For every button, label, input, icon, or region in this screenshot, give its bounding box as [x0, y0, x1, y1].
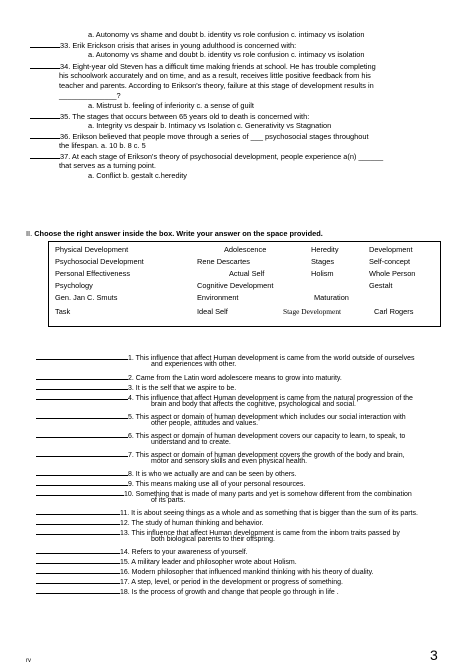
answer-blank[interactable]: [36, 517, 120, 525]
choice-word: Rene Descartes: [197, 257, 250, 266]
choice-word: Gestalt: [369, 281, 393, 290]
choice-word: Holism: [311, 269, 334, 278]
answer-blank[interactable]: [36, 430, 128, 438]
answer-blank[interactable]: [36, 382, 128, 390]
choice-word: Self-concept: [369, 257, 411, 266]
part2-line-q18: [36, 586, 339, 598]
line-text: that serves as a turning point.: [59, 161, 156, 170]
answer-blank[interactable]: [36, 372, 128, 380]
line-text: 16. Modern philosopher that influenced mankind thinking with his theory of duality.: [120, 569, 374, 576]
choice-word: Task: [55, 307, 71, 316]
choice-word: Actual Self: [229, 269, 265, 278]
line-text: 37. At each stage of Erikson's theory of psychosocial development, people experience a(n) ______: [60, 152, 384, 161]
line-text: 34. Eight-year old Steven has a difficult time making friends at school. He has trouble completing: [60, 62, 376, 71]
line-text: 14. Refers to your awareness of yourself.: [120, 549, 248, 556]
choice-word: Stage Development: [283, 307, 342, 316]
answer-blank[interactable]: [30, 131, 60, 139]
part1-line-p1-l13: [30, 151, 383, 161]
line-text: 10. Something that is made of many parts and yet is somehow different from the combination: [124, 491, 412, 498]
line-text: his schoolwork accurately and on time, and as a result, receives little positive feedback from his: [59, 71, 371, 80]
part1-line-p1-l3: [88, 50, 364, 59]
part1-line-p1-l5: [59, 71, 371, 80]
answer-blank[interactable]: [36, 392, 128, 400]
part2-line-q5b: [151, 420, 258, 429]
part1-line-p1-l10: [88, 121, 331, 130]
answer-blank[interactable]: [36, 527, 120, 535]
line-text: a. Conflict b. gestalt c.heredity: [88, 171, 188, 180]
line-text: understand and to create.: [151, 439, 231, 446]
choice-word: Adolescence: [224, 245, 267, 254]
part1-line-p1-l4: [30, 61, 376, 71]
part1-line-p1-l11: [30, 131, 369, 141]
choice-word: Stages: [311, 257, 335, 266]
choice-word: Heredity: [311, 245, 339, 254]
line-text: 7. This aspect or domain of human development covers the growth of the body and brain,: [128, 452, 405, 459]
answer-blank[interactable]: [36, 478, 128, 486]
line-text: 2. Came from the Latin word adolescere means to grow into maturity.: [128, 375, 342, 382]
answer-choices-box: [48, 241, 441, 327]
line-text: the lifespan. a. 10 b. 8 c. 5: [59, 141, 146, 150]
part2-line-q10: [36, 488, 412, 500]
part2-line-q10b: [151, 497, 185, 506]
line-text: 15. A military leader and philosopher wrote about Holism.: [120, 559, 297, 566]
choice-word: Development: [369, 245, 413, 254]
line-text: 9. This means making use all of your personal resources.: [128, 481, 306, 488]
line-text: a. Autonomy vs shame and doubt b. identity vs role confusion c. intimacy vs isolation: [88, 30, 365, 39]
part2-line-q4b: [151, 401, 356, 410]
part2-line-q1b: [151, 361, 236, 370]
section-two-title: [26, 229, 323, 238]
answer-blank[interactable]: [36, 576, 120, 584]
choice-word: Cognitive Development: [197, 281, 274, 290]
line-text: both biological parents to their offspring.: [151, 536, 276, 543]
answer-blank[interactable]: [36, 566, 120, 574]
section-number: II.: [26, 229, 35, 238]
line-text: and experiences with other.: [151, 361, 237, 368]
line-text: other people, attitudes and values.: [151, 420, 259, 427]
choice-word: Personal Effectiveness: [55, 269, 131, 278]
part1-line-p1-l15: [88, 171, 187, 180]
line-text: 4. This influence that affect Human development is came from the natural progression of the: [128, 395, 413, 402]
line-text: a. Integrity vs despair b. Intimacy vs Isolation c. Generativity vs Stagnation: [88, 121, 332, 130]
line-text: 3. It is the self that we aspire to be.: [128, 385, 237, 392]
choice-word: Psychology: [55, 281, 93, 290]
line-text: a. Autonomy vs shame and doubt b. identity vs role confusion c. intimacy vs isolation: [88, 50, 365, 59]
choice-word: Environment: [197, 293, 239, 302]
line-text: brain and body that affects the cognitive, psychological and social.: [151, 401, 356, 408]
answer-blank[interactable]: [30, 151, 60, 159]
part1-line-p1-l2: [30, 40, 296, 50]
line-text: 33. Erik Erickson crisis that arises in young adulthood is concerned with:: [60, 41, 297, 50]
choice-word: Physical Development: [55, 245, 129, 254]
choice-word: Ideal Self: [197, 307, 228, 316]
part1-line-p1-l7: [59, 91, 121, 100]
part1-line-p1-l12: [59, 141, 146, 150]
line-text: 17. A step, level, or period in the development or progress of something.: [120, 579, 343, 586]
part1-line-p1-l6: [59, 81, 374, 90]
answer-blank[interactable]: [30, 61, 60, 69]
line-text: teacher and parents. According to Erikson's theory, failure at this stage of development results in: [59, 81, 374, 90]
answer-blank[interactable]: [36, 546, 120, 554]
line-text: 1. This influence that affect Human development is came from the world outside of ourselves: [128, 355, 415, 362]
line-text: ______________?: [59, 91, 121, 100]
part1-line-p1-l1: [88, 30, 364, 39]
line-text: 13. This influence that affect Human development is came from the inborn traits passed by: [120, 530, 400, 537]
part1-line-p1-l9: [30, 111, 309, 121]
answer-blank[interactable]: [36, 488, 124, 496]
page-number: 3: [430, 647, 438, 663]
answer-blank[interactable]: [36, 586, 120, 594]
line-text: 12. The study of human thinking and behavior.: [120, 520, 264, 527]
answer-blank[interactable]: [36, 507, 120, 515]
line-text: 35. The stages that occurs between 65 years old to death is concerned with:: [60, 112, 310, 121]
answer-blank[interactable]: [30, 111, 60, 119]
answer-blank[interactable]: [36, 411, 128, 419]
part1-line-p1-l8: [88, 101, 254, 110]
choice-word: Maturation: [314, 293, 349, 302]
choice-word: Psychosocial Development: [55, 257, 144, 266]
section-instruction: Choose the right answer inside the box. Write your answer on the space provided.: [34, 229, 323, 238]
choice-word: Carl Rogers: [374, 307, 414, 316]
line-text: 8. It is who we actually are and can be seen by others.: [128, 471, 297, 478]
answer-blank[interactable]: [36, 352, 128, 360]
choice-word: Gen. Jan C. Smuts: [55, 293, 118, 302]
part2-line-q7b: [151, 458, 307, 467]
line-text: 6. This aspect or domain of human development covers our capacity to learn, to speak, to: [128, 433, 406, 440]
line-text: motor and sensory skills and even physical health.: [151, 458, 308, 465]
answer-blank[interactable]: [36, 556, 120, 564]
answer-blank[interactable]: [36, 449, 128, 457]
answer-blank[interactable]: [30, 40, 60, 48]
line-text: a. Mistrust b. feeling of inferiority c. a sense of guilt: [88, 101, 254, 110]
line-text: 5. This aspect or domain of human development which includes our social interaction with: [128, 414, 406, 421]
answer-blank[interactable]: [36, 468, 128, 476]
line-text: 36. Erikson believed that people move through a series of ___ psychosocial stages throughout: [60, 132, 369, 141]
line-text: 18. Is the process of growth and change that people go through in life .: [120, 589, 339, 596]
line-text: 11. It is about seeing things as a whole and as something that is bigger than the sum of its parts.: [120, 510, 418, 517]
footer-initials: rv: [26, 658, 31, 664]
choice-word: Whole Person: [369, 269, 416, 278]
part1-line-p1-l14: [59, 161, 156, 170]
line-text: of its parts.: [151, 497, 186, 504]
part2-line-q6b: [151, 439, 231, 448]
part2-line-q13b: [151, 536, 275, 545]
